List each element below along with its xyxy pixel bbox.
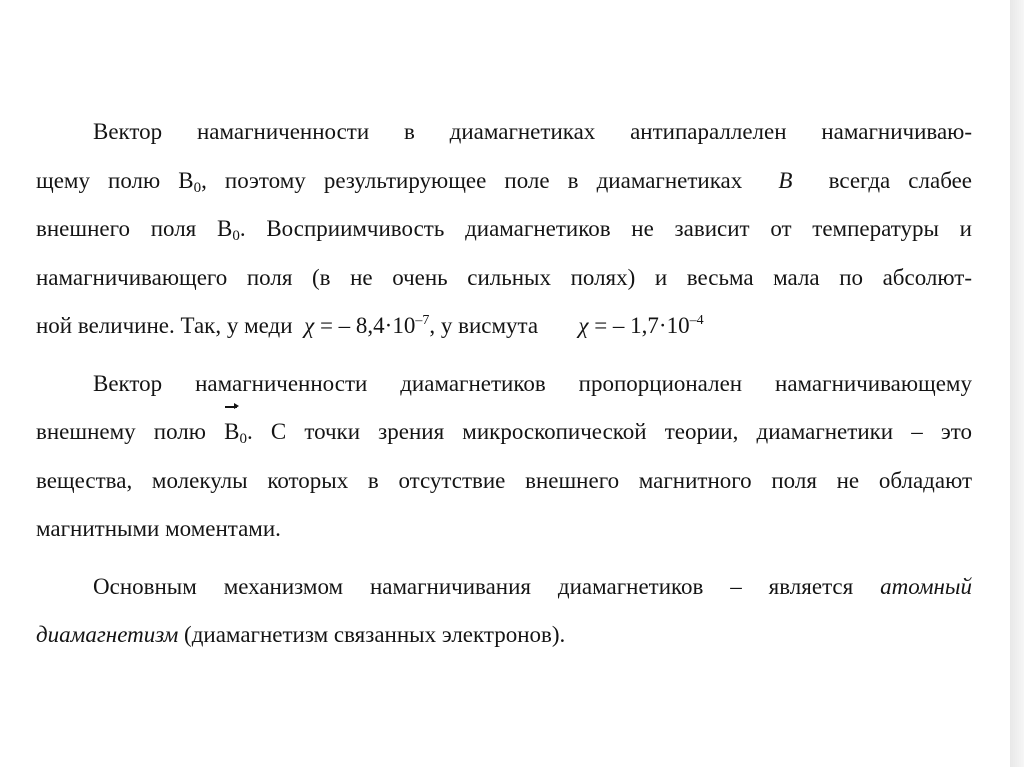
text-line: внешнего поля $В_0$. Восприимчивость диамагнетиков не зависит от температуры и: [36, 216, 972, 244]
paragraph-2: [36, 360, 972, 554]
chi-symbol: χ: [578, 313, 589, 338]
text-line: ной величине. Так, у меди χ = – $8,4\cdot 10^{-7}$, у висмута χ = – $1,7\cdot 10^{-4}$: [36, 313, 704, 338]
text-line: внешнему полю $В_0$. С точки зрения микроскопической теории, диамагнетики – это: [36, 408, 972, 457]
page-edge: [1010, 0, 1024, 767]
paragraph-3: [36, 563, 972, 660]
text-line: Вектор намагниченности диамагнетиков пропорционален намагничивающему: [93, 370, 972, 396]
paragraph-1: [36, 108, 972, 351]
chi-symbol: χ: [304, 313, 315, 338]
text-line: Вектор намагниченности в диамагнетиках антипараллелен намагничиваю-: [93, 119, 972, 144]
document-body: [36, 108, 972, 660]
text-line: Основным механизмом намагничивания диамагнетиков – является атомный: [93, 573, 972, 599]
emphasis-term: диамагнетизм: [36, 622, 179, 647]
text-line: вещества, молекулы которых в отсутствие внешнего магнитного поля не обладают: [36, 467, 972, 493]
text-line: диамагнетизм (диамагнетизм связанных электронов).: [36, 622, 566, 647]
text-line: магнитными моментами.: [36, 516, 281, 541]
vector-b0: В: [224, 408, 239, 457]
variable-b: B: [778, 167, 793, 193]
text-line: щему полю $В_0$, поэтому результирующее поле в диамагнетиках B всегда слабее: [36, 167, 973, 196]
emphasis-term: атомный: [880, 573, 972, 599]
text-line: намагничивающего поля (в не очень сильных полях) и весьма мала по абсолют-: [36, 264, 972, 290]
